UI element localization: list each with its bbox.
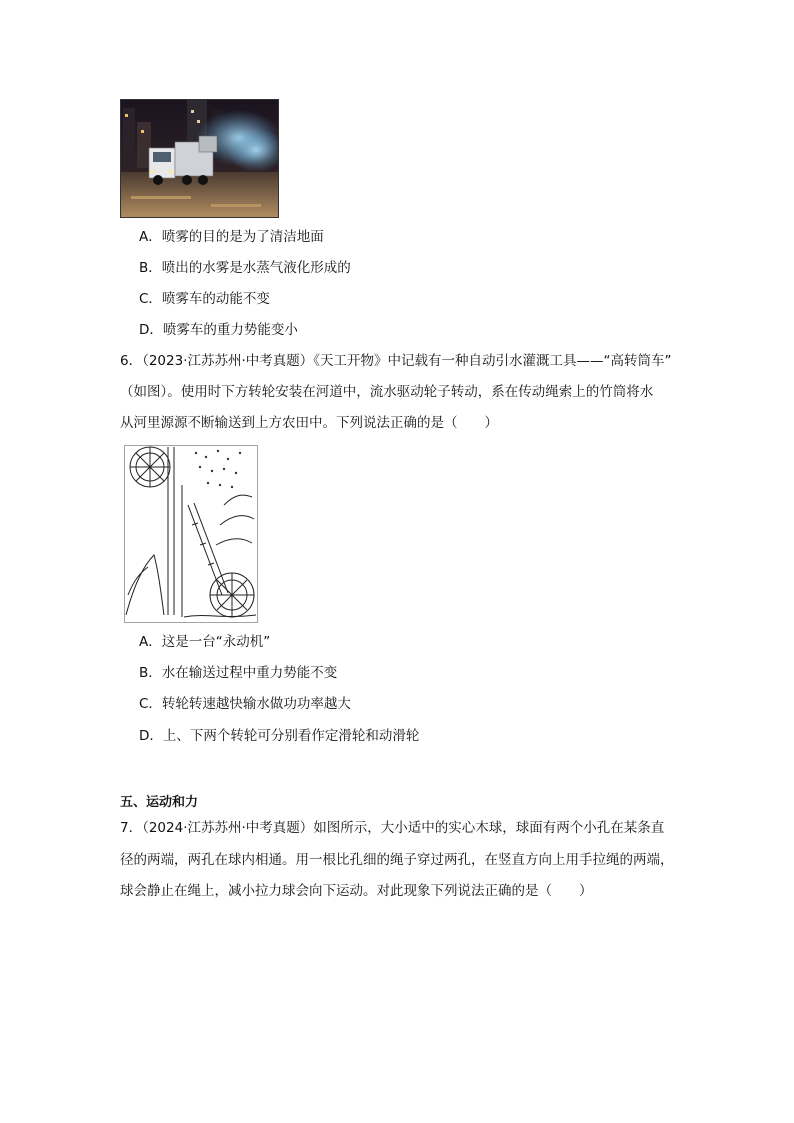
q6-option-a: A．这是一台“永动机”: [139, 634, 271, 650]
q5-option-b: B．喷出的水雾是水蒸气液化形成的: [139, 260, 351, 276]
q5-option-c: C．喷雾车的动能不变: [139, 291, 270, 307]
q6-stem-line-2: （如图）。使用时下方转轮安装在河道中，流水驱动轮子转动，系在传动绳索上的竹筒将水: [120, 384, 654, 400]
q7-stem-line-2: 径的两端，两孔在球内相通。用一根比孔细的绳子穿过两孔，在竖直方向上用手拉绳的两端，: [120, 852, 674, 868]
q5-option-a: A．喷雾的目的是为了清洁地面: [139, 229, 324, 245]
q6-option-c: C．转轮转速越快输水做功功率越大: [139, 696, 351, 712]
q7-stem-line-3: 球会静止在绳上，减小拉力球会向下运动。对此现象下列说法正确的是（ ）: [120, 883, 593, 899]
q6-option-d: D．上、下两个转轮可分别看作定滑轮和动滑轮: [139, 728, 420, 744]
section-heading: 五、运动和力: [120, 795, 199, 810]
q5-option-d: D．喷雾车的重力势能变小: [139, 322, 298, 338]
q7-stem-line-1: 7．（2024·江苏苏州·中考真题）如图所示，大小适中的实心木球，球面有两个小孔在某条直: [120, 820, 665, 836]
q6-stem-line-1: 6．（2023·江苏苏州·中考真题）《天工开物》中记载有一种自动引水灌溉工具——“高转筒车”: [120, 353, 672, 369]
water-wheel-drawing: [124, 445, 258, 623]
q6-option-b: B．水在输送过程中重力势能不变: [139, 665, 338, 681]
spray-truck-photo: [120, 99, 279, 218]
q6-stem-line-3: 从河里源源不断输送到上方农田中。下列说法正确的是（ ）: [120, 415, 498, 431]
